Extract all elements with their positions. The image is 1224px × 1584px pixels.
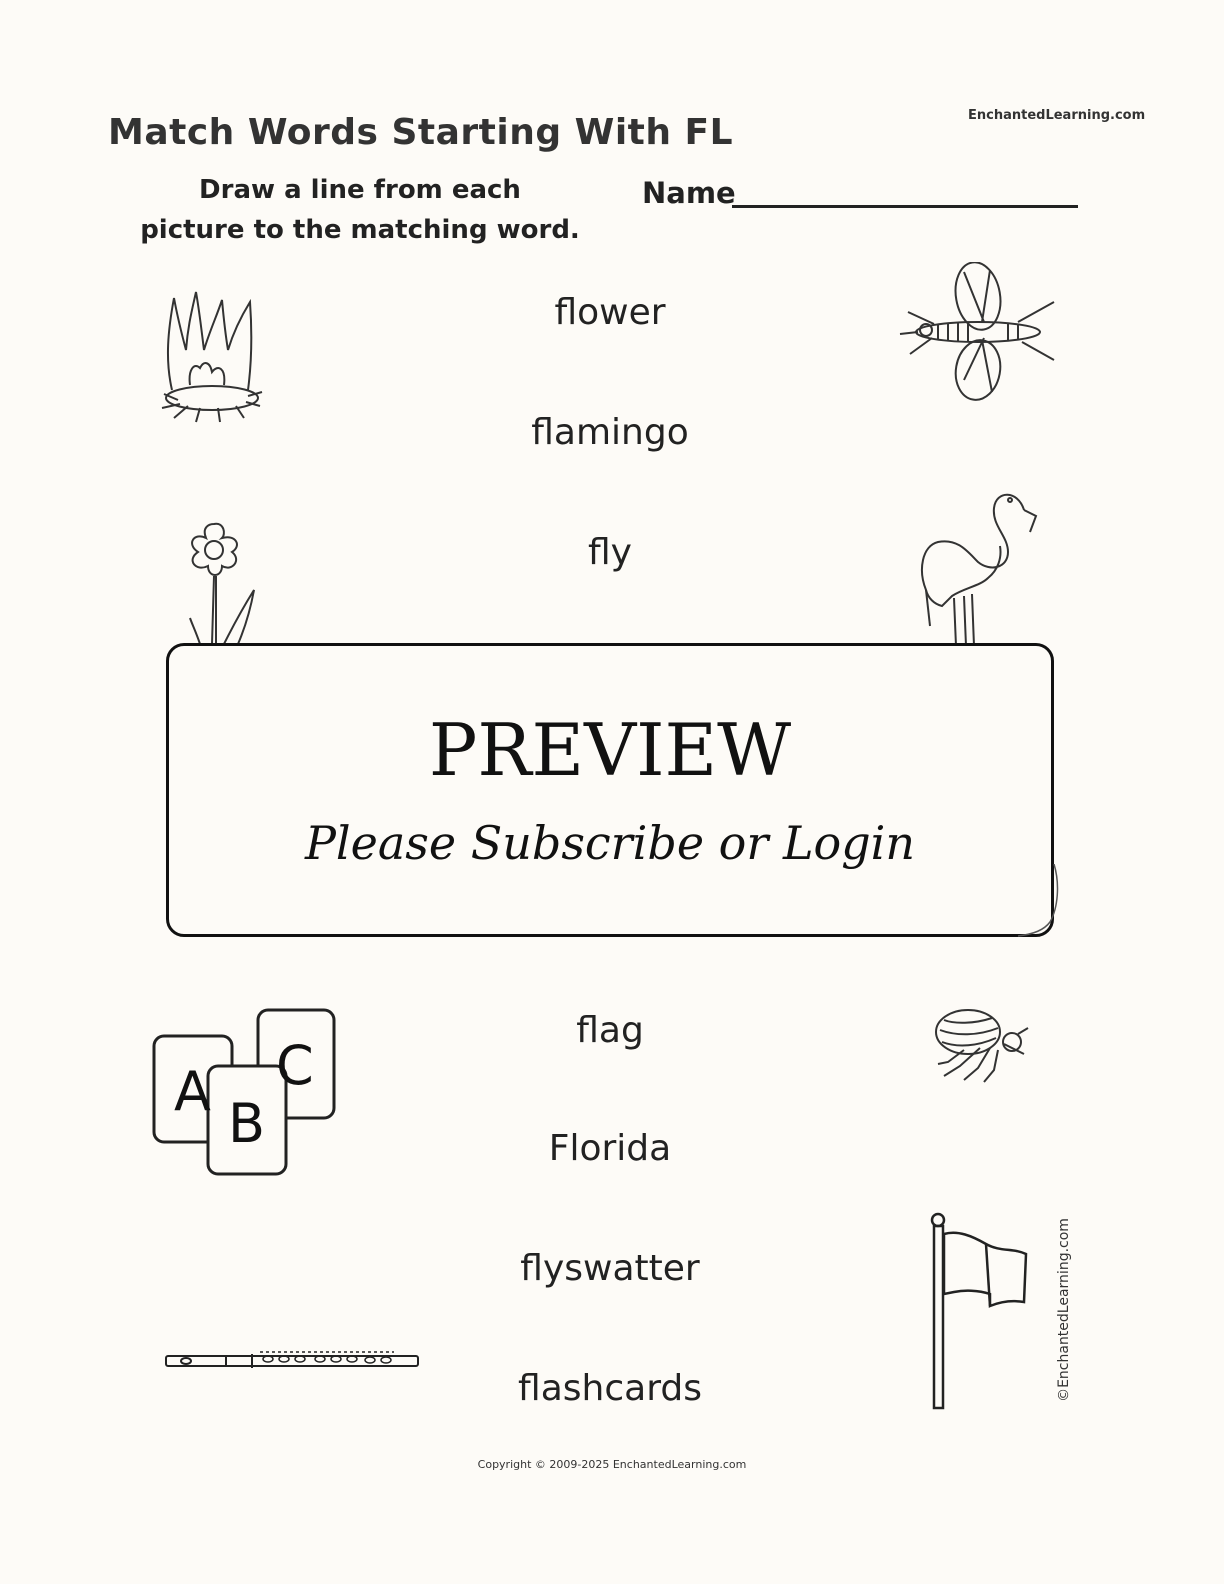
instruction-line-2: picture to the matching word. — [140, 215, 580, 245]
flag-icon — [928, 1210, 1032, 1410]
flashcard-letter-b: B — [228, 1092, 266, 1155]
flashcard-letter-c: C — [276, 1034, 314, 1097]
word-flower: flower — [554, 292, 666, 333]
name-line — [732, 205, 1078, 208]
word-florida: Florida — [548, 1128, 672, 1169]
flashcards-icon — [152, 1008, 338, 1178]
subscribe-login-link[interactable]: Please Subscribe or Login — [304, 816, 916, 870]
word-flyswatter: flyswatter — [520, 1248, 700, 1289]
flute-icon — [164, 1348, 420, 1378]
flame-icon — [160, 290, 270, 430]
name-label: Name — [642, 176, 736, 210]
preview-overlay[interactable] — [166, 643, 1054, 937]
flea-icon — [934, 1004, 1030, 1084]
word-flag: flag — [576, 1010, 644, 1051]
copyright-footer: Copyright © 2009-2025 EnchantedLearning.com — [477, 1458, 747, 1471]
hidden-picture-edge — [1014, 864, 1064, 944]
flower-icon — [176, 520, 266, 644]
flamingo-icon — [918, 486, 1048, 646]
flashcard-letter-a: A — [174, 1060, 211, 1123]
instruction-line-1: Draw a line from each — [199, 175, 521, 205]
word-flamingo: flamingo — [531, 412, 689, 453]
instructions — [140, 170, 580, 250]
fly-icon — [898, 262, 1058, 402]
vertical-watermark: ©EnchantedLearning.com — [1056, 1218, 1072, 1402]
preview-title: PREVIEW — [428, 708, 792, 792]
page-title: Match Words Starting With FL — [108, 112, 734, 153]
word-fly: fly — [588, 532, 632, 573]
word-flashcards: flashcards — [518, 1368, 702, 1409]
site-name: EnchantedLearning.com — [968, 108, 1146, 123]
